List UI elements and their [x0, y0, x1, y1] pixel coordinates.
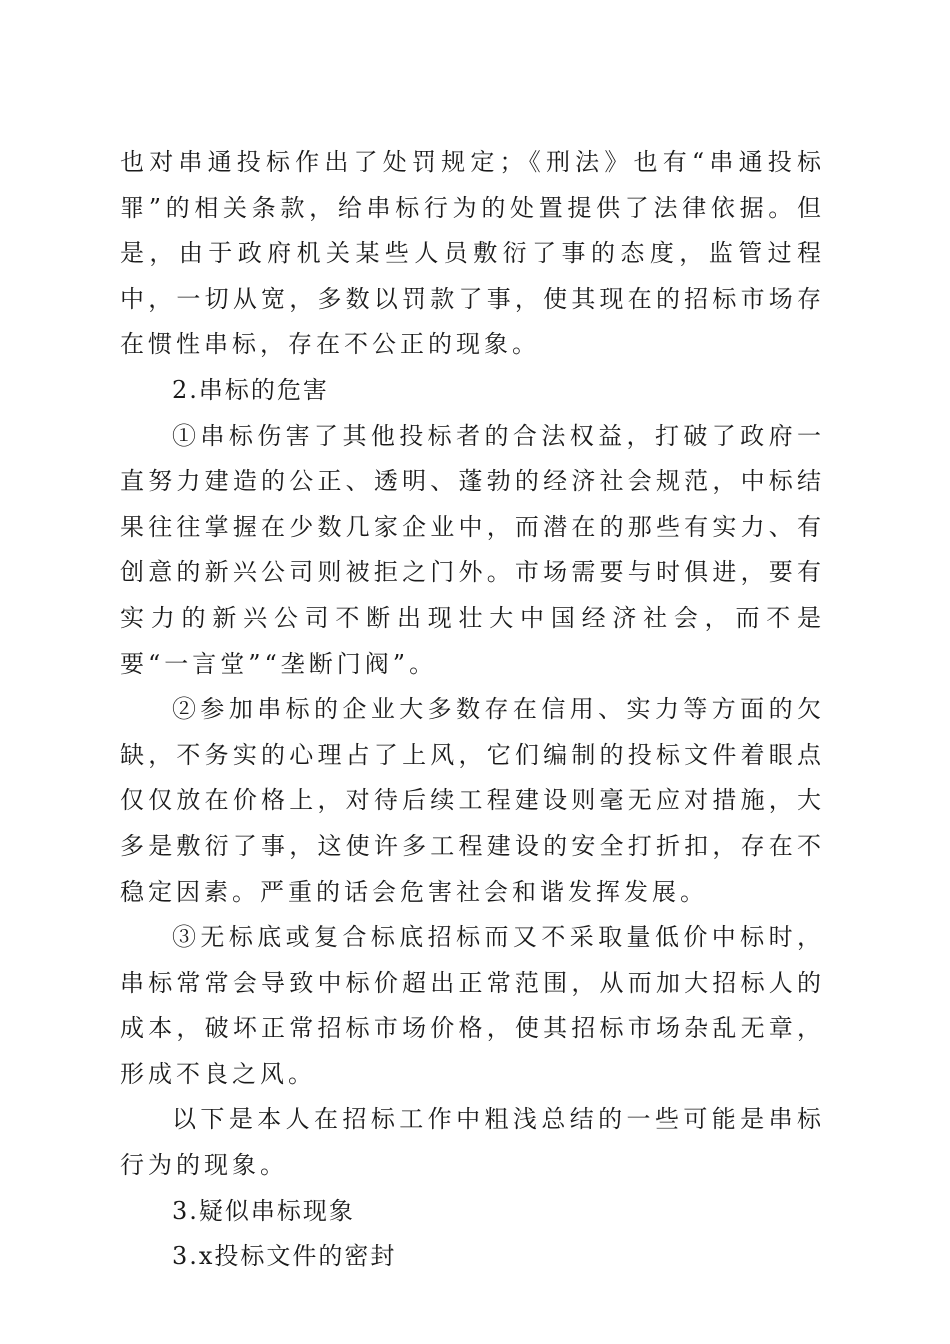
paragraph-harm-3: ③无标底或复合标底招标而又不采取量低价中标时，串标常常会导致中标价超出正常范围，从而加大招标人的成本，破坏正常招标市场价格，使其招标市场杂乱无章，形成不良之风。	[120, 923, 825, 1088]
section-heading-suspected: 3.疑似串标现象	[172, 1196, 355, 1225]
subsection-heading-sealing: 3.x投标文件的密封	[172, 1242, 397, 1271]
section-heading-harm: 2.串标的危害	[172, 375, 329, 404]
paragraph-summary-intro: 以下是本人在招标工作中粗浅总结的一些可能是串标行为的现象。	[120, 1105, 825, 1180]
document-body	[120, 140, 825, 1280]
paragraph-harm-2: ②参加串标的企业大多数存在信用、实力等方面的欠缺，不务实的心理占了上风，它们编制的投标文件着眼点仅仅放在价格上，对待后续工程建设则毫无应对措施，大多是敷衍了事，这使许多工程建设的安全打折扣，存在不稳定因素。严重的话会危害社会和谐发挥发展。	[120, 695, 825, 906]
paragraph-continuation: 也对串通投标作出了处罚规定；《刑法》也有“串通投标罪”的相关条款，给串标行为的处置提供了法律依据。但是，由于政府机关某些人员敷衍了事的态度，监管过程中，一切从宽，多数以罚款了事，使其现在的招标市场存在惯性串标，存在不公正的现象。	[120, 148, 825, 359]
paragraph-harm-1: ①串标伤害了其他投标者的合法权益，打破了政府一直努力建造的公正、透明、蓬勃的经济社会规范，中标结果往往掌握在少数几家企业中，而潜在的那些有实力、有创意的新兴公司则被拒之门外。市场需要与时俱进，要有实力的新兴公司不断出现壮大中国经济社会，而不是要“一言堂”“垄断门阀”。	[120, 421, 825, 678]
